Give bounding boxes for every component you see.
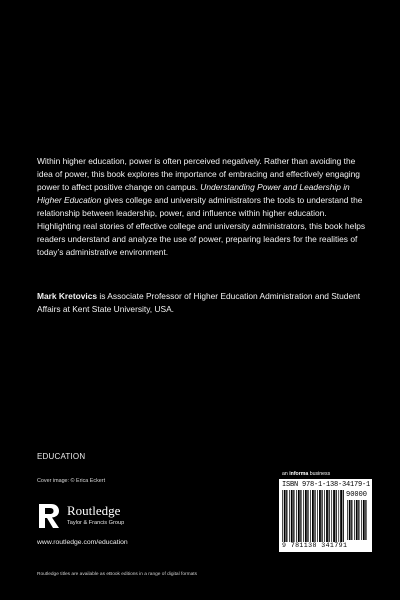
barcode-bar — [356, 500, 358, 540]
subject-category: EDUCATION — [37, 452, 86, 461]
barcode-bar — [329, 490, 330, 542]
barcode-bar — [284, 490, 286, 542]
informa-tag — [282, 471, 330, 477]
isbn-text: ISBN 978-1-138-34179-1 — [282, 481, 371, 489]
barcode-bar — [305, 490, 307, 542]
informa-suffix: business — [308, 471, 331, 477]
barcode-bar — [312, 490, 314, 542]
author-bio — [37, 290, 367, 316]
barcode-bar — [363, 500, 365, 540]
informa-brand: informa — [289, 471, 309, 477]
barcode-bar — [365, 500, 366, 540]
barcode-bar — [354, 500, 355, 540]
publisher-name: Routledge — [67, 503, 121, 518]
barcode-bar — [326, 490, 328, 542]
price-code: 90000 — [346, 491, 368, 499]
barcode-bar — [349, 500, 351, 540]
ean-barcode — [282, 490, 344, 542]
barcode-bar — [300, 490, 301, 542]
cover-image-credit: Cover image: © Erica Eckert — [37, 478, 106, 484]
publisher-url: www.routledge.com/education — [37, 539, 128, 546]
barcode-bar — [333, 490, 335, 542]
author-name: Mark Kretovics — [37, 291, 98, 301]
ebook-footnote: Routledge titles are available as eBook editions in a range of digital formats — [37, 572, 197, 577]
ean-digits: 9 781138 341791 — [282, 542, 348, 549]
barcode-bar — [340, 490, 342, 542]
publisher-logo — [37, 500, 177, 534]
barcode-bar — [336, 490, 337, 542]
barcode-bar — [296, 490, 297, 542]
barcode-bar — [319, 490, 321, 542]
barcode-bar — [298, 490, 300, 542]
barcode-bar — [303, 490, 304, 542]
barcode-bar — [358, 500, 359, 540]
barcode-bar — [338, 490, 339, 542]
barcode-bar — [331, 490, 332, 542]
barcode-bar — [293, 490, 294, 542]
barcode-bar — [321, 490, 322, 542]
barcode-bar — [282, 490, 283, 542]
author-bio-text: is Associate Professor of Higher Education Administration and Student Affairs at Kent State University, USA. — [37, 291, 361, 314]
barcode-bar — [314, 490, 315, 542]
barcode-bar — [347, 500, 348, 540]
barcode-bar — [307, 490, 308, 542]
barcode-bar — [351, 500, 352, 540]
blurb-paragraph — [37, 155, 367, 259]
informa-prefix: an — [282, 471, 290, 477]
barcode-bar — [310, 490, 311, 542]
barcode-bar — [343, 490, 344, 542]
barcode-bar — [324, 490, 325, 542]
barcode-bar — [361, 500, 362, 540]
barcode-bar — [286, 490, 287, 542]
blurb-rest: gives college and university administrators the tools to understand the relationship between leadership, power, and influence within higher education. Highlighting real stories of effective college and university administrators, this book helps readers understand and analyze the use of power, preparing leaders for the realities of today’s administrative environment. — [37, 195, 366, 257]
addon-barcode — [347, 500, 369, 540]
blurb-intro: Within higher education, power is often perceived negatively. Rather than avoiding the idea of power, this book explores the importance of embracing and effectively engaging power to affect positive change on campus. — [37, 156, 360, 192]
barcode-panel — [279, 479, 372, 552]
barcode-bar — [289, 490, 290, 542]
routledge-r-icon — [37, 502, 61, 530]
barcode-bar — [291, 490, 293, 542]
publisher-group: Taylor & Francis Group — [67, 520, 125, 526]
blurb-book-title: Understanding Power and Leadership in Higher Education — [37, 182, 350, 205]
barcode-bar — [317, 490, 318, 542]
